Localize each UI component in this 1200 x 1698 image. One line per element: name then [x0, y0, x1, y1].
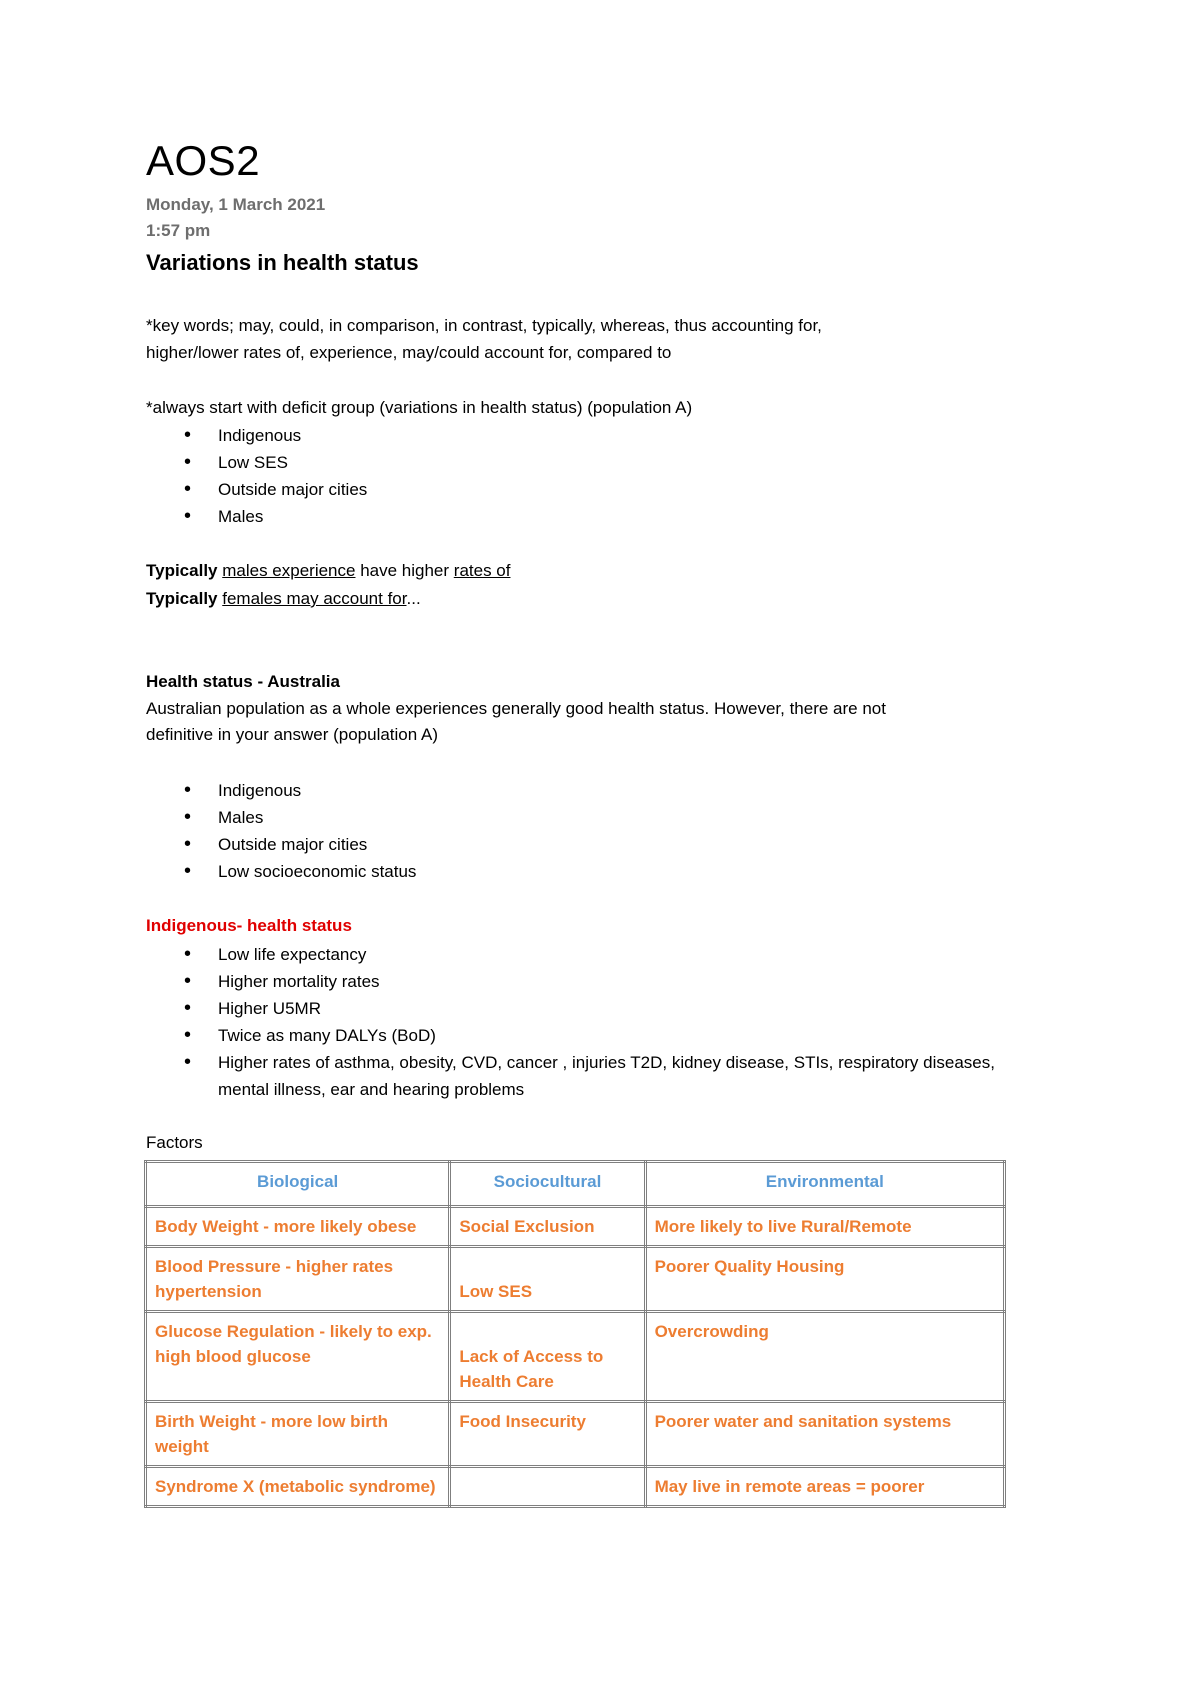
list-item: • Low socioeconomic status [184, 858, 416, 885]
table-cell: Food Insecurity [450, 1402, 645, 1467]
list-item: • Low life expectancy [184, 941, 1048, 968]
table-cell: Birth Weight - more low birth weight [146, 1402, 450, 1467]
deficit-list [184, 422, 367, 530]
table-cell: Glucose Regulation - likely to exp. high blood glucose [146, 1312, 450, 1402]
table-cell: Syndrome X (metabolic syndrome) [146, 1467, 450, 1507]
list-item: • Indigenous [184, 777, 416, 804]
list-item: • Higher rates of asthma, obesity, CVD, cancer , injuries T2D, kidney disease, STIs, respiratory diseases, mental illness, ear and hearing problems [184, 1051, 995, 1099]
list-item: • Low SES [184, 449, 367, 476]
column-header: Sociocultural [450, 1162, 645, 1207]
bullet-icon: • [184, 1051, 192, 1073]
bullet-icon: • [184, 779, 192, 801]
list-item: • Males [184, 503, 367, 530]
column-header: Environmental [645, 1162, 1004, 1207]
table-row [146, 1467, 1005, 1507]
table-row [146, 1207, 1005, 1247]
australia-heading: Health status - Australia [146, 672, 340, 691]
factors-table [144, 1160, 1006, 1508]
typically-line-1: Typically males experience have higher rates of [146, 561, 511, 580]
table-cell: More likely to live Rural/Remote [645, 1207, 1004, 1247]
table-cell: May live in remote areas = poorer [645, 1467, 1004, 1507]
list-item: • Higher U5MR [184, 995, 1048, 1022]
indigenous-heading: Indigenous- health status [146, 916, 352, 935]
list-item: • Outside major cities [184, 831, 416, 858]
column-header: Biological [146, 1162, 450, 1207]
table-cell [450, 1467, 645, 1507]
bullet-icon: • [184, 970, 192, 992]
section-heading: Variations in health status [146, 250, 419, 275]
typically-line-2: Typically females may account for... [146, 589, 421, 608]
australia-list [184, 777, 416, 885]
table-row [146, 1312, 1005, 1402]
bullet-icon: • [184, 424, 192, 446]
list-item: • Males [184, 804, 416, 831]
bullet-icon: • [184, 806, 192, 828]
time-label: 1:57 pm [146, 221, 211, 240]
table-cell: Poorer water and sanitation systems [645, 1402, 1004, 1467]
table-cell: Social Exclusion [450, 1207, 645, 1247]
keywords-line-2: higher/lower rates of, experience, may/could account for, compared to [146, 343, 672, 362]
list-item: • Indigenous [184, 422, 367, 449]
bullet-icon: • [184, 943, 192, 965]
date-label: Monday, 1 March 2021 [146, 195, 326, 214]
list-item: • Twice as many DALYs (BoD) [184, 1022, 1048, 1049]
australia-line-2: definitive in your answer (population A) [146, 725, 438, 744]
table-cell: Overcrowding [645, 1312, 1004, 1402]
bullet-icon: • [184, 833, 192, 855]
indigenous-list [184, 941, 1048, 1103]
table-row [146, 1402, 1005, 1467]
deficit-intro: *always start with deficit group (variations in health status) (population A) [146, 398, 693, 417]
bullet-icon: • [184, 478, 192, 500]
list-item: • Outside major cities [184, 476, 367, 503]
page-title: AOS2 [146, 137, 261, 184]
bullet-icon: • [184, 451, 192, 473]
list-item: • Higher mortality rates [184, 968, 1048, 995]
bullet-icon: • [184, 860, 192, 882]
table-header-row [146, 1162, 1005, 1207]
bullet-icon: • [184, 1024, 192, 1046]
table-cell: Lack of Access to Health Care [450, 1312, 645, 1402]
table-row [146, 1247, 1005, 1312]
factors-label: Factors [146, 1133, 203, 1152]
keywords-line-1: *key words; may, could, in comparison, in contrast, typically, whereas, thus accounting for, [146, 316, 822, 335]
bullet-icon: • [184, 997, 192, 1019]
australia-line-1: Australian population as a whole experiences generally good health status. However, there are not [146, 699, 886, 718]
table-cell: Poorer Quality Housing [645, 1247, 1004, 1312]
table-cell: Body Weight - more likely obese [146, 1207, 450, 1247]
bullet-icon: • [184, 505, 192, 527]
table-cell: Low SES [450, 1247, 645, 1312]
table-cell: Blood Pressure - higher rates hypertension [146, 1247, 450, 1312]
